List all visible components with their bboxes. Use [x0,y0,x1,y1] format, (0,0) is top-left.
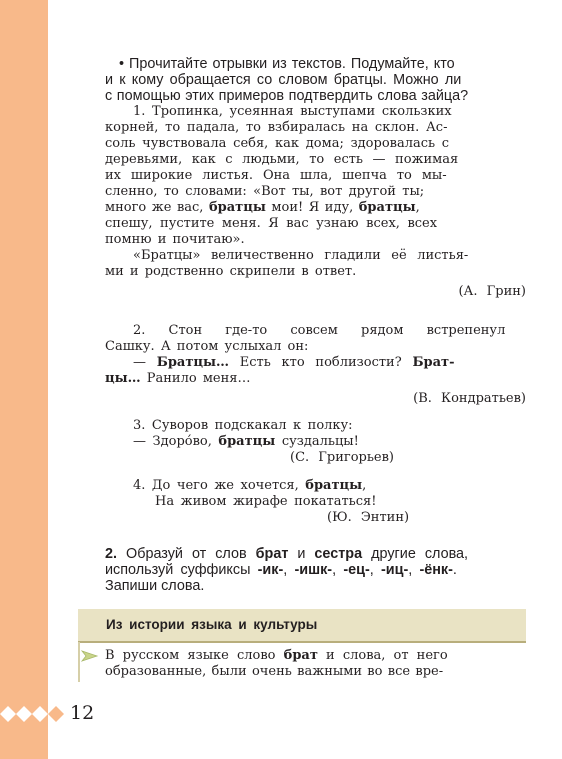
excerpt1-line-9: помню и почитаю». [105,232,245,247]
bold-word: Брат- [412,355,455,370]
excerpt2-author: (В. Кондратьев) [413,391,526,406]
excerpt1-line-2: корней, то падала, то взбиралась на склон. Ас- [105,120,448,135]
task-2 [105,546,526,594]
text-run: В русском языке слово [105,648,284,663]
excerpt-3 [105,418,526,466]
intro-line-2: и к кому обращается со словом братцы. Можно ли [105,72,462,88]
excerpt2-line-3 [105,355,526,371]
excerpt1-line-8: спешу, пустите меня. Я вас узнаю всех, всех [105,216,438,231]
culture-section-header [78,609,526,643]
text-run: , [415,200,420,215]
excerpt4-line-1 [105,478,526,494]
bold-word: Братцы… [156,355,230,370]
excerpt1-line-3: соль чувствовала себя, как дома; здоровалась с [105,136,450,151]
excerpt1-line-7 [105,200,526,216]
section-rule [78,642,80,682]
bold-word: сестра [314,546,363,562]
text-run: , [369,562,381,578]
culture-line-2: образованные, были очень важными во все вре- [105,664,444,679]
excerpt1-author: (А. Грин) [458,284,526,299]
excerpt2-line-1: 2. Стон где-то совсем рядом встрепенул [133,323,506,338]
culture-section-title: Из истории языка и культуры [106,617,318,632]
text-run: используй суффиксы [105,562,258,578]
suffix: -ишк- [294,562,333,578]
excerpt-1 [105,104,526,300]
intro-line-1: • Прочитайте отрывки из текстов. Подумайте, кто [119,56,455,72]
bold-word: брат [283,648,318,663]
text-run: и слова, от него [317,648,448,663]
culture-line-1 [105,648,526,664]
page-number: 12 [70,702,95,724]
excerpt1-line-5: их широкие листья. Она шла, шепча то мы- [105,168,447,183]
excerpt2-line-4 [105,371,526,387]
excerpt1-line-4: деревьями, как с людьми, то есть — пожимая [105,152,459,167]
text-run: Есть кто поблизости? [229,355,413,370]
task2-line-2 [105,562,526,578]
excerpt4-line-2: На живом жирафе покататься! [155,494,377,509]
excerpt-2 [105,323,526,407]
text-run: Ранило меня… [140,371,251,386]
excerpt4-author: (Ю. Энтин) [327,510,410,525]
text-run: Образуй от слов [117,546,256,562]
text-run: много же вас, [105,200,209,215]
suffix: -ец- [343,562,370,578]
culture-text [105,648,526,680]
text-run: суздальцы! [275,434,359,449]
task-number: 2. [105,546,118,562]
excerpt1-line-6: сленно, то словами: «Вот ты, вот другой ты; [105,184,425,199]
excerpt3-author: (С. Григорьев) [290,450,394,465]
suffix: -иц- [380,562,409,578]
bold-word: брат [255,546,289,562]
bold-word: братцы [208,200,266,215]
side-strip [0,0,48,759]
text-run: , [408,562,420,578]
excerpt3-line-2 [105,434,526,450]
text-run: , [332,562,344,578]
text-run: . [452,562,457,578]
excerpt3-line-1: 3. Суворов подскакал к полку: [133,418,353,433]
suffix: -ёнк- [419,562,453,578]
intro-task [105,56,526,104]
task2-line-1 [105,546,526,562]
text-run: — Здоро́во, [133,434,219,449]
bold-word: братцы [358,200,416,215]
bold-word: братцы [218,434,276,449]
suffix: -ик- [257,562,284,578]
text-run: — [133,355,157,370]
arrow-right-icon [81,650,99,662]
text-run: , [283,562,295,578]
bold-word: братцы [305,478,363,493]
task2-line-3: Запиши слова. [105,578,205,594]
text-run: 4. До чего же хочется, [133,478,306,493]
text-run: мои! Я иду, [265,200,359,215]
excerpt-4 [105,478,526,526]
diamond-ornament-icon [0,705,64,723]
text-run: другие слова, [362,546,469,562]
excerpt1-line-11: ми и родственно скрипели в ответ. [105,264,357,279]
text-run: и [288,546,315,562]
bold-word: цы… [105,371,141,386]
excerpt1-line-1: 1. Тропинка, усеянная выступами скользких [133,104,452,119]
text-run: , [362,478,367,493]
intro-line-3: с помощью этих примеров подтвердить слова зайца? [105,88,469,104]
excerpt2-line-2: Сашку. А потом услыхал он: [105,339,309,354]
excerpt1-line-10: «Братцы» величественно гладили её листья- [133,248,469,263]
